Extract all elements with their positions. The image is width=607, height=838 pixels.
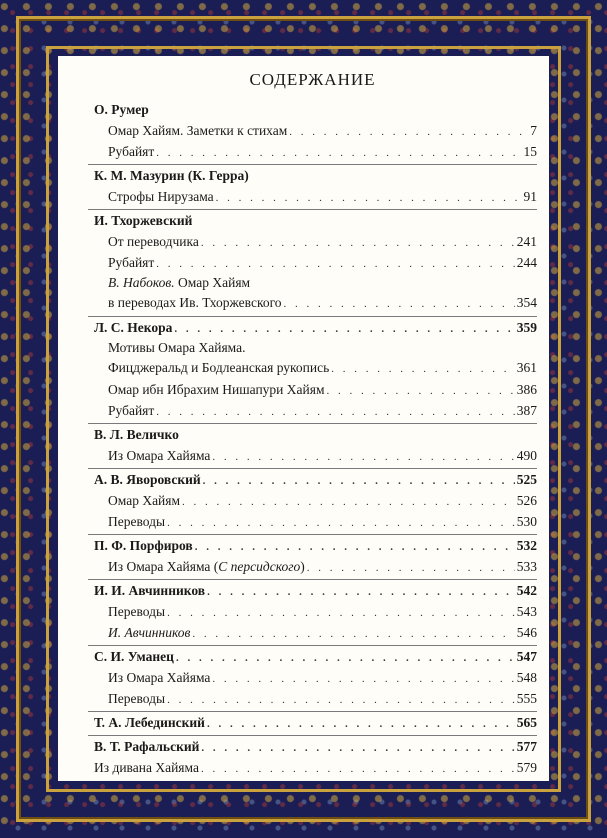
entry-italic: С персидского [218,559,301,574]
entry-title: Омар ибн Ибрахим Нишапури Хайям [108,382,325,397]
toc-entry[interactable] [88,490,537,511]
entry-title: Омар Хайям [174,275,251,290]
toc-author[interactable] [88,164,537,186]
dot-leader [289,122,528,143]
toc-author[interactable] [88,579,537,601]
toc-entry[interactable] [88,186,537,207]
dot-leader [207,714,515,735]
page-number: 547 [516,649,537,664]
dot-leader [216,188,522,209]
toc-entry[interactable] [88,445,537,466]
dot-leader [201,759,515,780]
entry-title: Омар Хайям. Заметки к стихам [108,123,288,138]
page-number: 565 [516,715,537,730]
dot-leader [284,294,515,314]
author-name: С. И. Уманец [94,649,174,664]
author-name: К. М. Мазурин (К. Герра) [94,168,249,183]
page-number: 526 [516,493,537,508]
entry-title: Переводы [108,691,166,706]
dot-leader [203,471,515,492]
author-name: И. И. Авчинников [94,583,206,598]
entry-title-cont: Фицджеральд и Бодлеанская рукопись [108,360,330,375]
page-number: 579 [516,760,537,775]
page-number: 530 [516,514,537,529]
page-number: 244 [516,255,537,270]
author-name: О. Румер [94,102,149,117]
entry-title: Из Омара Хайяма ( [108,559,219,574]
page-number: 354 [516,295,537,310]
page-number: 241 [516,234,537,249]
dot-leader [156,402,514,423]
toc-author[interactable] [88,209,537,231]
page-title: СОДЕРЖАНИЕ [249,70,376,89]
toc-entry[interactable] [88,601,537,622]
page-number: 533 [516,559,537,574]
page-number: 555 [516,691,537,706]
page-number: 91 [523,189,537,204]
toc-entry[interactable] [88,688,537,709]
entry-title: Переводы [108,514,166,529]
dot-leader [327,381,515,402]
toc-entry[interactable] [88,231,537,252]
page-number: 543 [516,604,537,619]
dot-leader [212,669,514,690]
page-number: 490 [516,448,537,463]
dot-leader [167,513,515,534]
toc-entry[interactable] [88,667,537,688]
page-number: 386 [516,382,537,397]
dot-leader [182,492,515,513]
toc-entry[interactable] [88,400,537,421]
entry-title: Из Омара Хайяма [108,670,211,685]
entry-title: Строфы Нирузама [108,189,214,204]
toc-entry[interactable] [88,141,537,162]
entry-italic: И. Авчинников [108,625,191,640]
toc-author[interactable] [88,534,537,556]
contents-page [58,56,549,781]
toc-entry[interactable] [88,622,537,643]
dot-leader [156,143,521,164]
author-name: П. Ф. Порфиров [94,538,193,553]
dot-leader [167,690,515,711]
page-number: 542 [516,583,537,598]
page-number: 15 [523,144,537,159]
page-number: 532 [516,538,537,553]
page-number: 359 [516,320,537,335]
toc-author[interactable] [88,711,537,733]
entry-title: Омар Хайям [108,493,181,508]
entry-title: Рубайят [108,403,155,418]
toc-entry[interactable] [88,379,537,400]
toc-author[interactable] [88,99,537,120]
page-number: 546 [516,625,537,640]
author-name: И. Тхоржевский [94,213,193,228]
toc-author[interactable] [88,423,537,445]
toc-author[interactable] [88,316,537,338]
dot-leader [192,624,514,645]
author-name: Л. С. Некора [94,320,173,335]
toc-entry[interactable] [88,511,537,532]
page-number: 577 [516,739,537,754]
dot-leader [195,537,515,558]
toc-entry[interactable] [88,273,537,314]
page-number: 7 [530,123,537,138]
entry-title: От переводчика [108,234,199,249]
author-name: В. Т. Рафальский [94,739,200,754]
page-number: 548 [516,670,537,685]
page-number: 387 [516,403,537,418]
toc-entry[interactable] [88,757,537,778]
entry-title: Из Омара Хайяма [108,448,211,463]
dot-leader [176,648,515,669]
entry-title: Рубайят [108,144,155,159]
toc-entry[interactable] [88,252,537,273]
entry-title: Рубайят [108,255,155,270]
page-number: 525 [516,472,537,487]
toc-author[interactable] [88,645,537,667]
dot-leader [201,738,514,759]
author-name: А. В. Яворовский [94,472,201,487]
author-name: Т. А. Лебединский [94,715,205,730]
dot-leader [207,582,515,603]
toc-entry[interactable] [88,120,537,141]
entry-title: Мотивы Омара Хайяма. [108,340,246,355]
dot-leader [331,359,514,379]
dot-leader [167,603,515,624]
entry-author: В. Набоков. [108,275,175,290]
dot-leader [201,233,515,254]
toc-entry[interactable] [88,556,537,577]
entry-title: Переводы [108,604,166,619]
entry-title: Из дивана Хайяма [94,760,199,775]
dot-leader [307,558,515,579]
contents-list [88,99,537,778]
dot-leader [174,319,514,340]
toc-author[interactable] [88,735,537,757]
toc-entry[interactable] [88,338,537,379]
page-number: 361 [516,360,537,375]
entry-title-cont: в переводах Ив. Тхоржевского [108,295,282,310]
toc-author[interactable] [88,468,537,490]
dot-leader [212,447,514,468]
dot-leader [156,254,514,275]
author-name: В. Л. Величко [94,427,179,442]
entry-title-end: ) [300,559,305,574]
